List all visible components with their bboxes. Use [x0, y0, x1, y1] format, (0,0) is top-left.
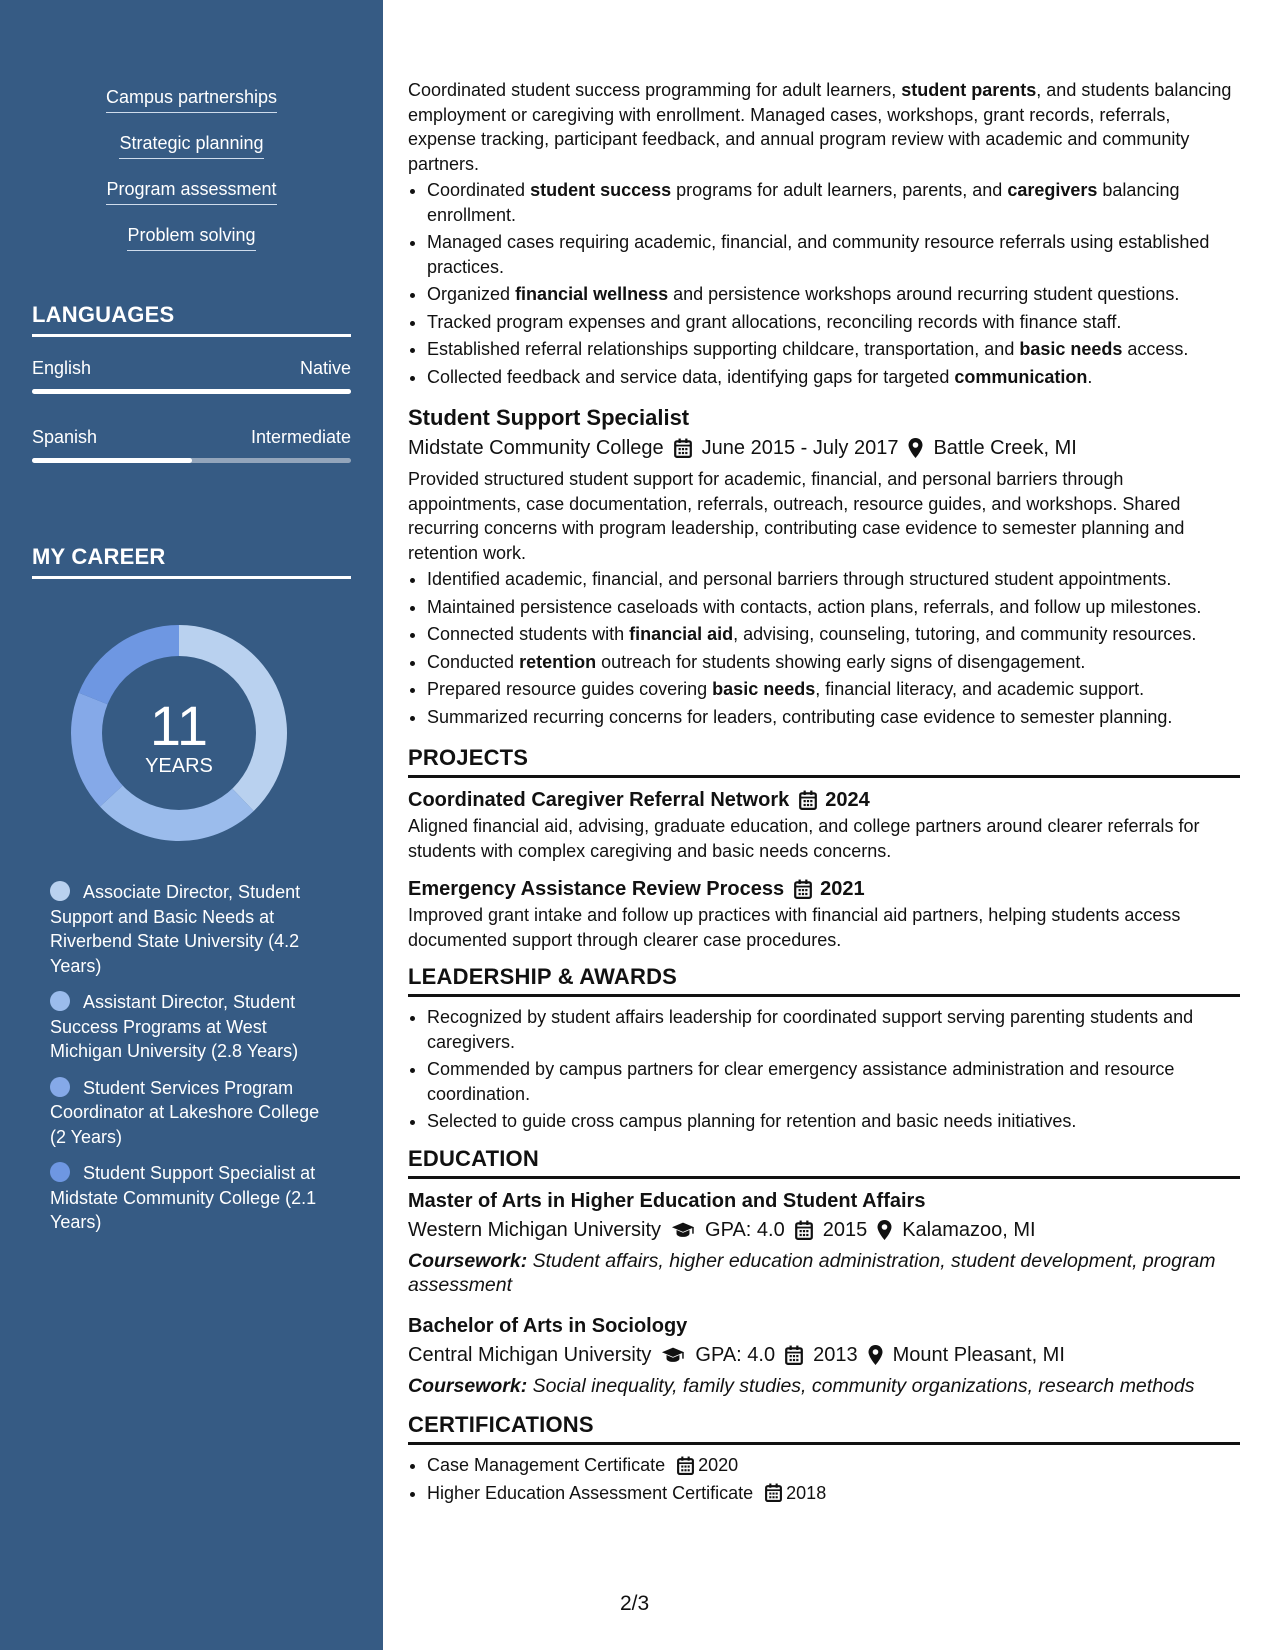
text: programs for adult learners, parents, and — [671, 180, 1008, 200]
grad-year: 2015 — [822, 1218, 868, 1241]
calendar-icon — [674, 438, 692, 458]
language-level: Intermediate — [250, 427, 351, 447]
text-bold: financial aid — [629, 624, 734, 644]
career-list — [50, 880, 320, 1247]
language-name: Spanish — [32, 427, 98, 447]
skill-tag: Problem solving — [127, 222, 255, 251]
language-bar — [32, 458, 351, 463]
text: Managed cases requiring academic, financial, and community resource referrals using established practices. — [427, 232, 1210, 277]
certification-item — [427, 1453, 1240, 1478]
language-spanish — [32, 427, 351, 448]
career-dot — [50, 1077, 70, 1097]
location-pin-icon — [877, 1220, 892, 1240]
degree-title: Master of Arts in Higher Education and Student Affairs — [408, 1189, 926, 1212]
text: Identified academic, financial, and personal barriers through structured student appointments. — [427, 569, 1172, 589]
bullet-item — [427, 178, 1240, 227]
text-bold: basic needs — [712, 679, 816, 699]
education-heading: EDUCATION — [408, 1146, 1240, 1179]
education-item — [408, 1187, 1240, 1298]
coursework-label: Coursework: — [408, 1374, 528, 1397]
calendar-icon — [765, 1483, 782, 1502]
languages-heading: LANGUAGES — [32, 302, 351, 337]
coursework — [408, 1374, 1240, 1399]
bullet-item — [427, 365, 1240, 390]
text: . — [1087, 366, 1093, 387]
text-bold: retention — [519, 651, 597, 672]
career-dot — [50, 1162, 70, 1182]
text: Tracked program expenses and grant allocations, reconciling records with finance staff. — [427, 311, 1122, 332]
degree-title: Bachelor of Arts in Sociology — [408, 1314, 688, 1337]
job1-summary — [408, 78, 1240, 176]
projects-heading: PROJECTS — [408, 745, 1240, 778]
skills-list — [0, 84, 383, 268]
text: outreach for students showing early signs of disengagement. — [596, 651, 1086, 672]
bullet-item — [427, 677, 1240, 702]
career-unit: YEARS — [145, 755, 213, 777]
bullet-item — [427, 230, 1240, 279]
school-location: Kalamazoo, MI — [902, 1218, 1036, 1241]
text: access. — [1122, 339, 1189, 359]
school-name: Western Michigan University — [408, 1218, 662, 1241]
gpa: GPA: 4.0 — [705, 1218, 785, 1241]
project-description: Aligned financial aid, advising, graduate education, and college partners around clearer referrals for students with complex caregiving and basic needs concerns. — [408, 816, 1200, 861]
language-bar — [32, 389, 351, 394]
bullet-item — [427, 282, 1240, 307]
job1-bullets — [408, 178, 1240, 389]
text: and persistence workshops around recurring student questions. — [668, 284, 1180, 304]
language-bar-fill — [32, 389, 351, 394]
bullet-item — [427, 310, 1240, 335]
job2-meta — [408, 433, 1240, 463]
language-bar-fill — [32, 458, 192, 463]
text: Established referral relationships supporting childcare, transportation, and — [427, 339, 1020, 359]
career-total: 11 — [149, 694, 209, 757]
text-bold: student parents — [901, 80, 1037, 100]
awards-list — [408, 1005, 1240, 1134]
text: , financial literacy, and academic support. — [815, 679, 1145, 699]
school-name: Central Michigan University — [408, 1343, 652, 1366]
calendar-icon — [799, 790, 817, 810]
job2-summary: Provided structured student support for academic, financial, and personal barriers through appointments, case documentation, referrals, outreach, resource guides, and workshops. Shared recurring concerns with program leadership, contributing case evidence to semester planning and retention work. — [408, 469, 1185, 563]
skill-tag: Program assessment — [106, 176, 276, 205]
main-content — [408, 78, 1240, 1508]
skill-tag: Strategic planning — [119, 130, 263, 159]
certifications-list — [408, 1453, 1240, 1505]
text: Coordinated — [427, 180, 531, 200]
certifications-heading: CERTIFICATIONS — [408, 1412, 1240, 1445]
location-pin-icon — [868, 1345, 883, 1365]
career-dot — [50, 881, 70, 901]
award-item: • Commended by campus partners for clear emergency assistance administration and resource coordination. — [427, 1057, 1240, 1106]
coursework — [408, 1249, 1240, 1298]
project-item — [408, 875, 1240, 952]
career-label: Student Services Program Coordinator at Lakeshore College (2 Years) — [50, 1077, 320, 1147]
gpa: GPA: 4.0 — [695, 1343, 776, 1366]
career-donut-chart — [66, 620, 292, 846]
career-label: Associate Director, Student Support and Basic Needs at Riverbend State University (4.2 Years) — [50, 882, 301, 976]
job2-dates: June 2015 - July 2017 — [701, 437, 899, 459]
language-name: English — [32, 358, 92, 378]
text: , and students balancing employment or caregiving with enrollment. Managed cases, workshops, grant records, referrals, expense tracking, participant feedback, and annual program review with academic and community partners. — [408, 80, 1232, 174]
job2-bullets — [408, 567, 1240, 729]
graduation-cap-icon — [661, 1346, 685, 1364]
project-year: 2024 — [825, 789, 870, 811]
career-item — [50, 1161, 320, 1235]
career-item — [50, 880, 320, 978]
career-dot — [50, 991, 70, 1011]
certification-year: 2020 — [698, 1455, 739, 1475]
project-title: Emergency Assistance Review Process — [408, 878, 785, 900]
language-level: Native — [299, 358, 351, 378]
text: Coordinated student success programming for adult learners, — [408, 80, 902, 100]
bullet-item — [427, 705, 1240, 730]
coursework-text: Student affairs, higher education administration, student development, program assessment — [408, 1249, 1216, 1296]
bullet-item — [427, 337, 1240, 362]
language-english — [32, 358, 351, 379]
bullet-item — [427, 595, 1240, 620]
job2-company: Midstate Community College — [408, 437, 664, 459]
project-title: Coordinated Caregiver Referral Network — [408, 789, 790, 811]
award-item: • Recognized by student affairs leadership for coordinated support serving parenting students and caregivers. — [427, 1005, 1240, 1054]
calendar-icon — [785, 1345, 803, 1365]
coursework-text: Social inequality, family studies, community organizations, research methods — [532, 1374, 1195, 1397]
location-pin-icon — [908, 438, 923, 458]
certification-name: • Case Management Certificate — [427, 1455, 666, 1475]
text-bold: student success — [530, 180, 672, 200]
education-item — [408, 1312, 1240, 1399]
text: balancing enrollment. — [427, 180, 1180, 225]
text: Organized — [427, 284, 516, 304]
graduation-cap-icon — [671, 1221, 695, 1239]
bullet-item — [427, 622, 1240, 647]
certification-item — [427, 1481, 1240, 1506]
career-label: Student Support Specialist at Midstate Community College (2.1 Years) — [50, 1163, 317, 1232]
job2-location: Battle Creek, MI — [933, 437, 1077, 459]
bullet-item — [427, 650, 1240, 675]
sidebar — [0, 0, 383, 1650]
coursework-label: Coursework: — [408, 1249, 528, 1272]
certification-name: • Higher Education Assessment Certificate — [427, 1482, 754, 1503]
career-item — [50, 990, 320, 1064]
text: Conducted — [427, 651, 520, 672]
certification-year: 2018 — [786, 1482, 827, 1503]
project-description: Improved grant intake and follow up practices with financial aid partners, helping students access documented support through clearer case procedures. — [408, 905, 1181, 950]
career-label: Assistant Director, Student Success Programs at West Michigan University (2.8 Years) — [50, 992, 299, 1061]
text-bold: financial wellness — [515, 284, 669, 304]
project-year: 2021 — [820, 878, 865, 900]
calendar-icon — [677, 1456, 694, 1475]
text-bold: caregivers — [1007, 180, 1098, 200]
text: Connected students with — [427, 624, 630, 644]
skill-tag: Campus partnerships — [106, 84, 277, 113]
project-item — [408, 786, 1240, 863]
education-meta — [408, 1215, 1240, 1245]
text: Collected feedback and service data, identifying gaps for targeted — [427, 366, 955, 387]
job2-title: Student Support Specialist — [408, 405, 690, 430]
calendar-icon — [794, 879, 812, 899]
bullet-item — [427, 567, 1240, 592]
text: , advising, counseling, tutoring, and community resources. — [733, 624, 1197, 644]
text: Maintained persistence caseloads with contacts, action plans, referrals, and follow up milestones. — [427, 596, 1202, 617]
education-meta — [408, 1340, 1240, 1370]
awards-heading: LEADERSHIP & AWARDS — [408, 964, 1240, 997]
text: Prepared resource guides covering — [427, 679, 713, 699]
text-bold: communication — [954, 366, 1088, 387]
school-location: Mount Pleasant, MI — [892, 1343, 1065, 1366]
text: Summarized recurring concerns for leaders, contributing case evidence to semester planning. — [427, 706, 1173, 727]
calendar-icon — [795, 1220, 813, 1240]
page-number: 2/3 — [620, 1592, 650, 1615]
career-item — [50, 1076, 320, 1150]
award-item: • Selected to guide cross campus planning for retention and basic needs initiatives. — [427, 1109, 1240, 1134]
career-heading: MY CAREER — [32, 544, 351, 579]
grad-year: 2013 — [813, 1343, 858, 1366]
text-bold: basic needs — [1019, 339, 1123, 359]
